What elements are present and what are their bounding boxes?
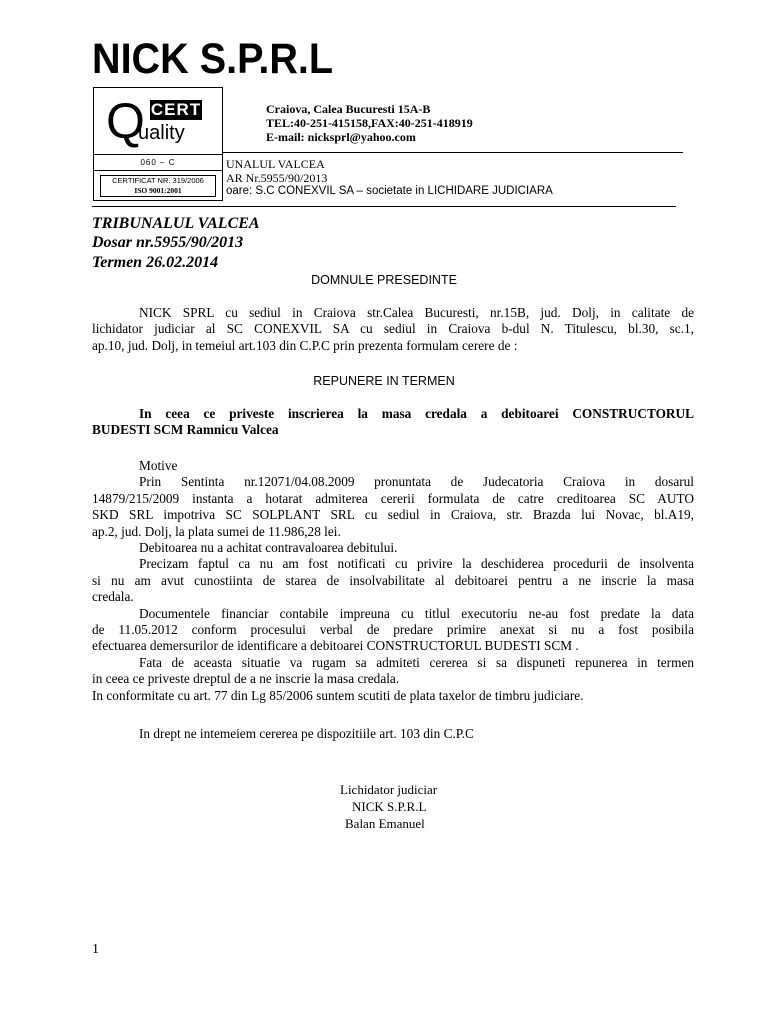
- text-line: In drept ne intemeiem cererea pe dispozitiile art. 103 din C.P.C: [139, 726, 474, 741]
- signature-role: Lichidator judiciar: [340, 782, 438, 797]
- header-rule: [223, 152, 683, 153]
- reference-dosar: AR Nr.5955/90/2013: [226, 171, 328, 185]
- court-name: TRIBUNALUL VALCEA: [92, 215, 260, 232]
- page-number: 1: [92, 942, 99, 957]
- text-line: Documentele financiar contabile impreuna cu titlul executoriu ne-au fost predate la data: [139, 605, 694, 621]
- text-line: BUDESTI SCM Ramnicu Valcea: [92, 422, 279, 438]
- motive-title: Motive: [139, 458, 178, 473]
- text-line: si nu am avut cunostiinta de starea de insolvabilitate al debitoarei pentru a ne inscrie la masa: [92, 572, 694, 588]
- motive-section: [92, 458, 694, 704]
- quality-cert-logo: [93, 87, 223, 201]
- court-dosar: Dosar nr.5955/90/2013: [92, 234, 244, 251]
- text-line: credala.: [92, 589, 134, 605]
- logo-q-letter: Q: [106, 93, 145, 149]
- signature-company: NICK S.P.R.L: [352, 799, 427, 814]
- signature-person: Balan Emanuel: [345, 816, 425, 831]
- text-line: in ceea ce priveste dreptul de a ne inscrie la masa credala.: [92, 671, 400, 687]
- text-line: In ceea ce priveste inscrierea la masa credala a debitoarei CONSTRUCTORUL: [139, 406, 694, 421]
- company-name: NICK S.P.R.L: [92, 35, 334, 83]
- reference-debtor: oare: S.C CONEXVIL SA – societate in LICHIDARE JUDICIARA: [226, 185, 553, 197]
- legal-basis-paragraph: [92, 726, 694, 742]
- text-line: lichidator judiciar al SC CONEXVIL SA cu sediul in Craiova b-dul N. Titulescu, bl.30, sc.1,: [92, 321, 694, 337]
- company-address: Craiova, Calea Bucuresti 15A-B: [266, 102, 431, 116]
- logo-code: 060 – C: [140, 158, 176, 167]
- text-line: efectuarea demersurilor de identificare a debitoarei CONSTRUCTORUL BUDESTI SCM .: [92, 638, 579, 654]
- request-title: REPUNERE IN TERMEN: [313, 374, 455, 388]
- logo-certificate-number: [100, 175, 216, 197]
- text-line: NICK SPRL cu sediul in Craiova str.Calea Bucuresti, nr.15B, jud. Dolj, in calitate de: [139, 305, 694, 320]
- text-line: In conformitate cu art. 77 din Lg 85/2006 suntem scutiti de plata taxelor de timbru judiciare.: [92, 687, 584, 703]
- text-line: SKD SRL impotriva SC SOLPLANT SRL cu sediul in Craiova, str. Brazda lui Novac, bl.A19,: [92, 507, 694, 523]
- salutation: DOMNULE PRESEDINTE: [311, 273, 457, 287]
- iso-standard: ISO 9001:2001: [134, 186, 182, 195]
- subject-paragraph: [92, 406, 694, 439]
- certificate-number: CERTIFICAT NR. 319/2006: [112, 176, 204, 185]
- text-line: Fata de aceasta situatie va rugam sa admiteti cererea si sa dispuneti repunerea in termen: [139, 654, 694, 670]
- logo-cert-badge: CERT: [150, 100, 202, 119]
- company-email: E-mail: nicksprl@yahoo.com: [266, 130, 416, 144]
- text-line: de 11.05.2012 conform procesului verbal de predare primire anexat si nu a fost posibila: [92, 622, 694, 638]
- text-line: 14879/215/2009 instanta a hotarat admiterea cererii formulata de catre creditoarea SC AUTO: [92, 490, 694, 506]
- text-line: ap.10, jud. Dolj, in temeiul art.103 din C.P.C prin prezenta formulam cerere de :: [92, 337, 518, 353]
- text-line: Precizam faptul ca nu am fost notificati cu privire la deschiderea procedurii de insolventa: [139, 556, 694, 572]
- logo-quality-text: uality: [138, 122, 185, 144]
- logo-divider: [94, 170, 222, 171]
- text-line: Prin Sentinta nr.12071/04.08.2009 pronuntata de Judecatoria Craiova in dosarul: [139, 474, 694, 490]
- text-line: ap.2, jud. Dolj, la plata sumei de 11.986,28 lei.: [92, 523, 341, 539]
- header-bottom-rule: [92, 206, 676, 207]
- reference-court: UNALUL VALCEA: [226, 157, 325, 171]
- company-phone-fax: TEL:40-251-415158,FAX:40-251-418919: [266, 116, 473, 130]
- court-termen: Termen 26.02.2014: [92, 254, 219, 271]
- logo-divider: [94, 154, 222, 155]
- intro-paragraph: [92, 305, 694, 354]
- text-line: Debitoarea nu a achitat contravaloarea debitului.: [139, 540, 398, 556]
